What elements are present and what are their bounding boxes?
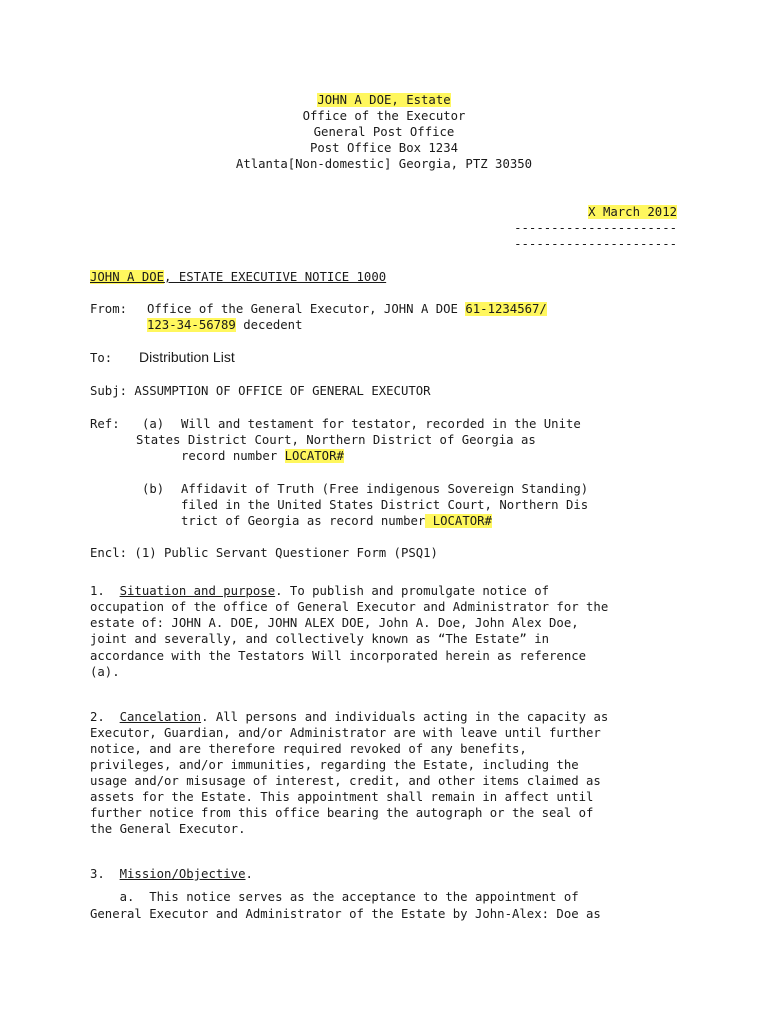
section-2-line-1 <box>90 709 608 725</box>
ref-a-line-1: Will and testament for testator, recorded in the Unite <box>181 417 581 431</box>
date-rule-1: ---------------------- <box>514 221 677 235</box>
ref-b-line-2: filed in the United States District Court, Northern Dis <box>181 498 589 512</box>
section-2-number: 2. <box>90 710 120 724</box>
header-post-office: General Post Office <box>313 125 455 139</box>
header-city: Atlanta[Non-domestic] Georgia, PTZ 30350 <box>235 157 533 171</box>
section-2-line-5: usage and/or misusage of interest, credit, and other items claimed as <box>90 774 601 788</box>
ref-b-locator: LOCATOR# <box>425 514 492 528</box>
section-1-text: . To publish and promulgate notice of <box>275 584 550 598</box>
section-3-a-line-2: General Executor and Administrator of the Estate by John-Alex: Doe as <box>90 907 601 921</box>
ref-a-locator: LOCATOR# <box>284 449 344 463</box>
section-2-line-6: assets for the Estate. This appointment shall remain in affect until <box>90 790 594 804</box>
date-value: X March 2012 <box>588 205 677 219</box>
from-label: From: <box>90 302 128 316</box>
section-3-line-1 <box>90 866 253 882</box>
ref-label: Ref: <box>90 417 120 431</box>
ref-a-line-2: States District Court, Northern District of Georgia as <box>136 433 536 447</box>
ref-b-marker: (b) <box>142 482 165 496</box>
section-1-line-5: accordance with the Testators Will incorporated herein as reference <box>90 649 587 663</box>
section-1-line-3: estate of: JOHN A. DOE, JOHN ALEX DOE, John A. Doe, John Alex Doe, <box>90 616 579 630</box>
section-2-line-4: privileges, and/or immunities, regarding the Estate, including the <box>90 758 579 772</box>
subject-line: Subj: ASSUMPTION OF OFFICE OF GENERAL EXECUTOR <box>90 384 431 398</box>
to-value: Distribution List <box>139 349 235 365</box>
header-office: Office of the Executor <box>302 109 466 123</box>
ref-b-record-text: trict of Georgia as record number <box>181 514 426 528</box>
section-3-number: 3. <box>90 867 120 881</box>
from-line-1 <box>147 301 547 317</box>
section-2-line-3: notice, and are therefore required revoked of any benefits, <box>90 742 527 756</box>
header-estate-name <box>0 92 768 108</box>
from-id-1: 61-1234567/ <box>465 302 547 316</box>
section-1-line-6: (a). <box>90 665 120 679</box>
section-1-line-4: joint and severally, and collectively known as “The Estate” in <box>90 632 550 646</box>
section-1-heading: Situation and purpose <box>119 584 276 598</box>
from-line-2 <box>147 317 302 333</box>
notice-title <box>90 269 386 285</box>
ref-a-line-3 <box>181 448 344 464</box>
section-3-heading: Mission/Objective <box>119 867 246 881</box>
notice-title-rest: , ESTATE EXECUTIVE NOTICE 1000 <box>164 270 387 284</box>
from-text: Office of the General Executor, <box>147 302 384 316</box>
section-2-line-8: the General Executor. <box>90 822 246 836</box>
ref-b-line-3 <box>181 513 492 529</box>
ref-a-marker: (a) <box>142 417 165 431</box>
section-2-line-7: further notice from this office bearing the autograph or the seal of <box>90 806 594 820</box>
from-name: JOHN A DOE <box>383 302 458 316</box>
ref-b-line-1: Affidavit of Truth (Free indigenous Sovereign Standing) <box>181 482 589 496</box>
section-1-number: 1. <box>90 584 120 598</box>
section-1-line-2: occupation of the office of General Executor and Administrator for the <box>90 600 609 614</box>
from-id-2: 123-34-56789 <box>147 318 236 332</box>
date-line <box>588 204 677 220</box>
estate-name-highlight: JOHN A DOE, Estate <box>317 93 451 107</box>
from-suffix: decedent <box>235 318 303 332</box>
ref-a-record-text: record number <box>181 449 285 463</box>
section-2-text: . All persons and individuals acting in the capacity as <box>201 710 609 724</box>
date-rule-2: ---------------------- <box>514 237 677 251</box>
section-2-heading: Cancelation <box>119 710 202 724</box>
section-1-line-1 <box>90 583 549 599</box>
notice-title-name: JOHN A DOE <box>90 270 165 284</box>
header-box: Post Office Box 1234 <box>309 141 459 155</box>
section-2-line-2: Executor, Guardian, and/or Administrator are with leave until further <box>90 726 601 740</box>
enclosure-line: Encl: (1) Public Servant Questioner Form (PSQ1) <box>90 546 438 560</box>
section-3-heading-end: . <box>245 867 253 881</box>
to-label: To: <box>90 351 113 365</box>
section-3-a-line-1: a. This notice serves as the acceptance to the appointment of <box>90 890 579 904</box>
